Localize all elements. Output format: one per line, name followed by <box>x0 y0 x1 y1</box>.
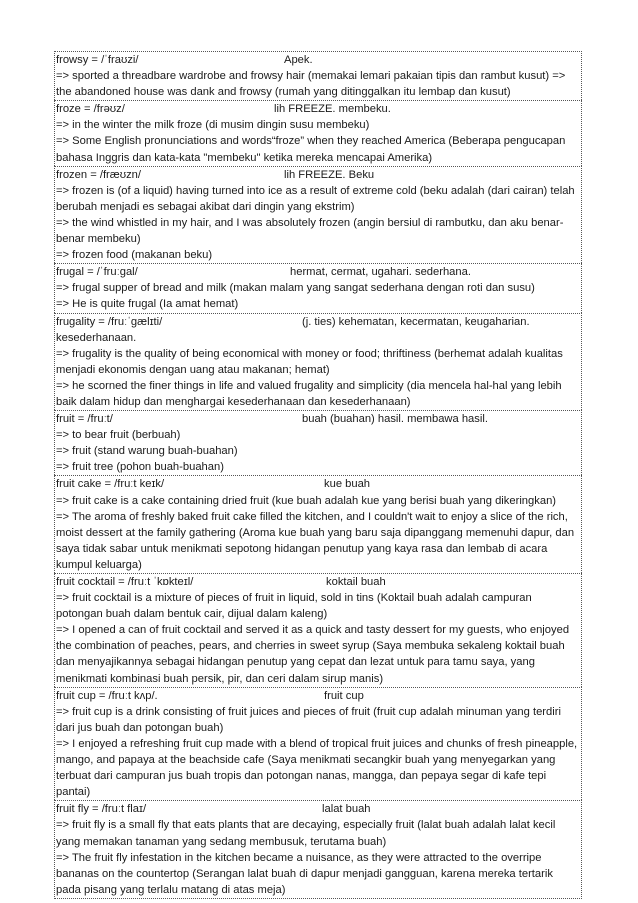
entry-headword: fruit cake = /fruːt keɪk/ <box>56 478 165 491</box>
entry-headword: fruit = /fruːt/ <box>56 413 113 426</box>
entry-headword-row <box>56 101 580 117</box>
entry-headword-row <box>56 52 580 68</box>
glossary-entry <box>54 687 582 801</box>
entry-meaning: lih FREEZE. membeku. <box>274 103 391 116</box>
entry-headword: frowsy = /ˈfraʊzi/ <box>56 54 139 66</box>
entry-example-line: => The fruit fly infestation in the kitchen became a nuisance, as they were attracted to the overripe bananas on the countertop (Serangan lalat buah di dapur menjadi gangguan, karena mereka tertarik pada pisang yang terlalu matang di atas meja) <box>56 851 553 896</box>
glossary-entry <box>54 800 582 899</box>
entry-example-line: => fruit cake is a cake containing dried fruit (kue buah adalah kue yang berisi buah yang dikeringkan) <box>56 494 557 507</box>
entry-example-line: => frozen food (makanan beku) <box>56 249 213 262</box>
entry-headword-row <box>56 574 580 590</box>
entry-meaning: Apek. <box>284 54 313 66</box>
entry-example-line: => the wind whistled in my hair, and I was absolutely frozen (angin bersiul di rambutku, dan aku benar-benar membeku) <box>56 216 564 246</box>
entry-headword: frugal = /ˈfruːgal/ <box>56 266 138 279</box>
entry-headword-row <box>56 167 580 183</box>
entry-example-line: => I enjoyed a refreshing fruit cup made with a blend of tropical fruit juices and chunks of fresh pineapple, mango, and papaya at the beachside cafe (Saya menikmati secangkir buah yang menyegarkan yang terbuat dari campuran jus buah tropis dan potongan nanas, mangga, dan pepaya segar di kafe tepi pantai) <box>56 737 578 799</box>
entry-example-line: => Some English pronunciations and words“froze” when they reached America (Beberapa pengucapan bahasa Inggris dan kata-kata "membeku" ketika mereka mencapai Amerika) <box>56 135 566 164</box>
entry-example-line: => He is quite frugal (Ia amat hemat) <box>56 298 239 311</box>
glossary-entry <box>54 410 582 475</box>
entry-headword: frozen = /fræʊzn/ <box>56 168 142 181</box>
glossary-entry <box>54 475 582 573</box>
entry-example-line: => frugal supper of bread and milk (makan malam yang sangat sederhana dengan roti dan susu) <box>56 282 535 295</box>
entry-example-line: => fruit cup is a drink consisting of fruit juices and pieces of fruit (fruit cup adalah minuman yang terdiri dari jus buah dan potongan buah) <box>56 705 561 734</box>
entry-example-line: kesederhanaan. <box>56 331 137 344</box>
glossary-entry <box>54 573 582 687</box>
glossary-entry <box>54 263 582 312</box>
entry-example-line: => fruit cocktail is a mixture of pieces of fruit in liquid, sold in tins (Koktail buah adalah campuran potongan buah dalam bentuk cair, dijual dalam kaleng) <box>56 592 532 621</box>
entry-headword: fruit cocktail = /fruːt ˈkɒkteɪl/ <box>56 576 194 588</box>
entry-example-line: => he scorned the finer things in life and valued frugality and simplicity (dia mencela hal-hal yang lebih baik dalam hidup dan menghargai kesederhanaan dan kesederhanaan) <box>56 379 562 408</box>
entry-example-line: => fruit (stand warung buah-buahan) <box>56 445 238 458</box>
entry-headword-row <box>56 411 580 427</box>
entry-headword-row <box>56 801 580 817</box>
entry-example-line: => frozen is (of a liquid) having turned into ice as a result of extreme cold (beku adalah (dari cairan) telah berubah menjadi es sebagai akibat dari dingin yang ekstrim) <box>56 184 575 213</box>
entry-headword-row <box>56 264 580 280</box>
entry-meaning: (j. ties) kehematan, kecermatan, keugaharian. <box>302 315 530 328</box>
entry-meaning: fruit cup <box>324 689 364 702</box>
entry-example-line: => fruit fly is a small fly that eats plants that are decaying, especially fruit (lalat buah adalah lalat kecil yang memakan tanaman yang sedang membusuk, terutama buah) <box>56 819 556 848</box>
entry-headword-row <box>56 476 580 492</box>
entry-example-line: => The aroma of freshly baked fruit cake filled the kitchen, and I couldn't wait to enjoy a slice of the rich, moist dessert at the family gathering (Aroma kue buah yang baru saja dipanggang memenuhi dapur, dan saya tidak sabar untuk menikmati sepotong hidangan penutup yang kaya rasa dan lembab di acara kumpul keluarga) <box>56 510 575 571</box>
entry-headword: frugality = /fruːˈgælɪti/ <box>56 315 163 328</box>
entry-example-line: => sported a threadbare wardrobe and frowsy hair (memakai lemari pakaian tipis dan rambut kusut) => the abandoned house was dank and frowsy (rumah yang ditinggalkan itu lembap dan kusut) <box>56 70 566 99</box>
entry-example-line: => I opened a can of fruit cocktail and served it as a quick and tasty dessert for my guests, who enjoyed the combination of peaches, pears, and cherries in sweet syrup (Saya membuka sekaleng koktail buah dan menyajikannya sebagai hidangan penutup yang cepat dan lezat untuk para tamu saya, yang menikmati kombinasi buah persik, pir, dan ceri dalam sirup manis) <box>56 624 570 685</box>
entry-headword-row <box>56 314 580 330</box>
entry-headword: fruit cup = /fruːt kʌp/. <box>56 689 158 702</box>
entry-example-line: => frugality is the quality of being economical with money or food; thriftiness (berhemat adalah kualitas menjadi ekonomis dengan uang atau makanan; hemat) <box>56 347 563 376</box>
entry-example-line: => fruit tree (pohon buah-buahan) <box>56 461 224 474</box>
entry-meaning: koktail buah <box>326 576 386 588</box>
entry-headword: froze = /frəʊz/ <box>56 103 125 116</box>
glossary-entry <box>54 313 582 411</box>
entry-example-line: => to bear fruit (berbuah) <box>56 429 181 442</box>
entry-meaning: lih FREEZE. Beku <box>284 168 375 181</box>
glossary-entry <box>54 51 582 100</box>
entry-meaning: buah (buahan) hasil. membawa hasil. <box>302 413 488 426</box>
glossary-entry <box>54 166 582 264</box>
entry-meaning: hermat, cermat, ugahari. sederhana. <box>290 266 471 279</box>
entry-meaning: kue buah <box>324 478 371 491</box>
entry-meaning: lalat buah <box>322 803 371 816</box>
entry-headword-row <box>56 688 580 704</box>
glossary-entry <box>54 100 582 165</box>
entry-headword: fruit fly = /fruːt flaɪ/ <box>56 803 147 816</box>
glossary-document <box>54 51 582 899</box>
entry-example-line: => in the winter the milk froze (di musim dingin susu membeku) <box>56 119 370 132</box>
